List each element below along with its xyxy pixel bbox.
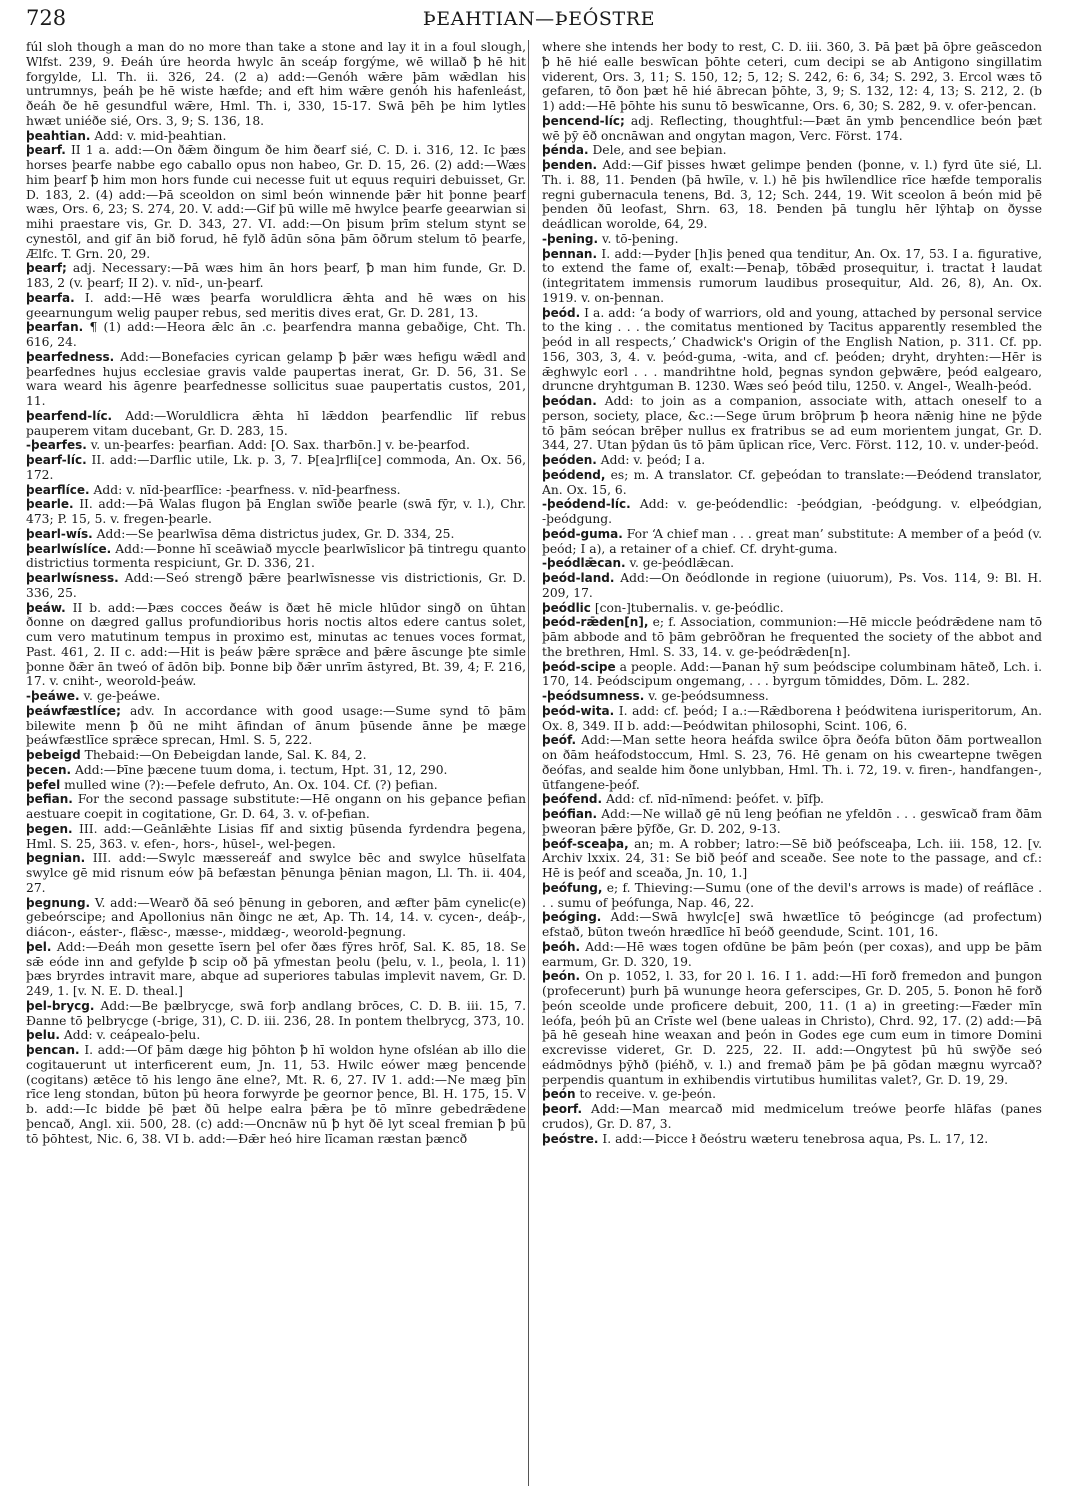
dictionary-entry: [26, 527, 526, 542]
dictionary-entry: [542, 571, 1042, 601]
entry-body: Add:—On ðeódlonde in regione (uiuorum), Ps. Vos. 114, 9: Bl. H. 209, 17.: [542, 571, 1042, 600]
dictionary-entry: [26, 320, 526, 350]
entry-headword: þénda.: [542, 143, 589, 158]
left-column: [26, 40, 526, 1490]
dictionary-entry: [26, 999, 526, 1029]
entry-headword: þeóstre.: [542, 1131, 599, 1146]
entry-body: Add:—Woruldlicra ǣhta hī lǣddon þearfendlic līf rebus pauperem vitam ducebant, Gr. D. 283, 15.: [26, 408, 526, 438]
dictionary-entry: [26, 822, 526, 852]
dictionary-entry: [542, 394, 1042, 453]
entry-body: On p. 1052, l. 33, for 20 l. 16. I 1. add:—Hī forð fremedon and þungon (profecerunt) þurh þā wununge heora geferscipes, Gr. D. 205, 5. Þonon hē forð þeón sceolde unde proficere debuit, 200, 11. (1 a) in greeting:—Fæder mīn leófa, þeóh þū an Crīste wel (bene ualeas in Christo), Chrd. 92, 17. (2) add:—Þā þā hē geseah hine weaxan and þeón in Godes ege cum eum in timore Domini excrevisse videret, Gr. D. 225, 22. II. add:—Ongytest þū hū swȳðe seó eádmōdnys þȳhð (þiéhð, v. l.) and fremað þām þe þā gōdan mægnu wyrcað? perpendis quantum in exhibendis virtutibus humilitas valet?, Gr. D. 19, 29.: [542, 969, 1042, 1087]
dictionary-entry: [542, 1087, 1042, 1102]
entry-headword: þeódlic: [542, 600, 591, 615]
dictionary-entry: [542, 660, 1042, 690]
entry-headword: -þening.: [542, 231, 599, 246]
entry-body: Add: cf. nīd-nīmend: þeófet. v. þīfþ.: [605, 792, 824, 807]
entry-body: an; m. A robber; latro:—Sē bið þeófsceaþa, Lch. iii. 158, 12. [v. Archiv lxxix. 24, 31: Se bið þeóf and sceaðe. See note to the passage, and cf.: Hē is þeóf and sceaða, Jn. 10, 1.]: [542, 836, 1042, 880]
entry-headword: -þeódend-líc.: [542, 497, 631, 512]
entry-body: e; f. Thieving:—Sumu (one of the devil's arrows is made) of reáflāce . . . sumu of þeófunga, Nap. 46, 22.: [542, 880, 1042, 910]
dictionary-entry: [542, 232, 1042, 247]
entry-body: Add: v. nīd-þearflīce: -þearfness. v. nīd-þearfness.: [93, 482, 401, 497]
entry-body: II. add:—Þā Walas flugon þā Englan swīðe þearle (swā fȳr, v. l.), Chr. 473; P. 15, 5. v. fregen-þearle.: [26, 497, 526, 526]
dictionary-entry: [26, 748, 526, 763]
entry-body: Add:—Bonefacies cyrican gelamp ꝥ þǣr wæs hefigu wǣdl and þearfednes hujus ecclesiae gravis valde paupertas inerat, Gr. D. 56, 31. Se wara weard his āgenre þearfednesse sollicitus suae paupertatis custos, 201, 11.: [26, 349, 526, 408]
entry-body: to receive. v. ge-þeón.: [579, 1087, 716, 1102]
dictionary-entry: [542, 556, 1042, 571]
entry-headword: þeódan.: [542, 394, 597, 408]
entry-body: ¶ (1) add:—Heora ǣlc ān .c. þearfendra manna gebaðige, Cht. Th. 616, 24.: [26, 320, 526, 349]
entry-headword: þel.: [26, 939, 52, 954]
dictionary-entry: [542, 881, 1042, 911]
entry-body: e; f. Association, communion:—Hē miccle þeódrǣdene nam tō þām abbode and tō þām gebrōðran he frequented the society of the abbot and the brethren, Hml. S. 33, 14. v. ge-þeódrǣden[n].: [542, 615, 1042, 659]
dictionary-entry: [542, 527, 1042, 557]
dictionary-entry: [542, 940, 1042, 970]
entry-headword: þeorf.: [542, 1102, 583, 1116]
dictionary-entry: [26, 689, 526, 704]
entry-headword: þearlwíslíce.: [26, 541, 112, 556]
entry-body: II b. add:—Þæs cocces ðeáw is ðæt hē micle hlūdor singð on ūhtan ðonne on dægred gallus profundioribus horis noctis altos edere cantus solet, cum vero matutinum tempus in proximo est, minutas ac tenues voces format, Past. 461, 2. II c. add:—Hit is þeáw þǣre sprǣce and þǣre āscunge þte simle þonne ðǣr ān tweó of ādōn biþ. Þonne biþ ðǣr unrīm āstyred, Bt. 39, 4; F. 216, 17. v. cniht-, weorold-þeáw.: [26, 600, 526, 689]
entry-headword: þeáw.: [26, 600, 66, 615]
entry-headword: þearf;: [26, 261, 67, 276]
entry-headword: þeahtian.: [26, 128, 91, 143]
entry-body: III. add:—Swylc mæssereáf and swylce bēc and swylce hūselfata swylce gē mid risnum eów þā befæstan þēnunga þēnian magon, Ll. Th. ii. 404, 27.: [26, 851, 526, 895]
entry-headword: þearflíce.: [26, 482, 90, 497]
entry-body: v. un-þearfes: þearfian. Add: [O. Sax. tharƀōn.] v. be-þearfod.: [90, 438, 470, 453]
entry-headword: þeód-rǣden[n],: [542, 615, 649, 630]
entry-headword: þearfa.: [26, 290, 75, 305]
dictionary-entry: [542, 497, 1042, 527]
entry-headword: -þeódlǣcan.: [542, 556, 626, 571]
entry-body: a people. Add:—Þanan hȳ sum þeódscipe columbinam hāteð, Lch. i. 170, 14. Þeódscipum ongemang, . . . byrgum tōmiddes, Dōm. L. 282.: [542, 659, 1042, 689]
entry-headword: -þeódsumness.: [542, 689, 645, 703]
entry-headword: þeódend,: [542, 467, 606, 482]
dictionary-entry: [26, 851, 526, 895]
dictionary-entry: [26, 763, 526, 778]
entry-body: Add:—Man mearcað mid medmicelum treówe þeorfe hlāfas (panes crudos), Gr. D. 87, 3.: [542, 1102, 1042, 1131]
page-number: 728: [26, 6, 67, 30]
dictionary-entry: [26, 350, 526, 409]
dictionary-entry: [26, 438, 526, 453]
right-column: [542, 40, 1042, 1490]
dictionary-entry: [26, 1028, 526, 1043]
entry-headword: þeófend.: [542, 792, 603, 807]
entry-body: mulled wine (?):—Þefele defruto, An. Ox. 104. Cf. (?) þefian.: [64, 777, 438, 792]
dictionary-entry: [26, 571, 526, 601]
dictionary-entry: [542, 306, 1042, 395]
dictionary-entry: [542, 453, 1042, 468]
entry-body: Add: v. mid-þeahtian.: [94, 128, 227, 143]
entry-body: v. tō-þening.: [601, 231, 679, 246]
entry-body: Add: v. þeód; I a.: [600, 453, 706, 467]
dictionary-entry: [542, 969, 1042, 1087]
entry-body: Add:—Gif þisses hwæt gelimpe þenden (þonne, v. l.) fyrd ūte sié, Ll. Th. i. 88, 11. Þenden (þā hwīle, v. l.) hē þis hwīlendlice rīce hæfde temporalis regni gubernacula tenens, Bd. 3, 12; Sch. 244, 19. Wit sceolon ā beón mid þē þenden ðū leofast, Shrn. 63, 18. Þenden þā tunglu hēr lȳhtaþ on ðysse deádlican worolde, 64, 29.: [542, 158, 1042, 231]
entry-body: Add:—Ðeáh mon gesette īsern þel ofer ðæs fȳres hrōf, Sal. K. 85, 18. Se sǣ eóde inn and gefylde ꝥ scip oð þā yfmestan þeolu (þelu, v. l., þeola, l. 11) þæs bryrdes intravit mare, abque ad superiores tabulas implevit navem, Gr. D. 249, 1. [v. N. E. D. theal.]: [26, 939, 526, 998]
entry-body: es; m. A translator. Cf. geþeódan to translate:—Ðeódend translator, An. Ox. 15, 6.: [542, 467, 1042, 497]
entry-headword: þearle.: [26, 497, 74, 512]
entry-body: Add: v. ceápealo-þelu.: [63, 1028, 201, 1043]
entry-body: Add:—Þonne hī sceāwiað myccle þearlwīslicor þā tintregu quanto districtius tormenta respiciunt, Gr. D. 336, 21.: [26, 541, 526, 571]
entry-body: Add:—Ne willað gē nū leng þeófian ne yfeldōn . . . geswīcað fram ðām þweoran þǣre þȳfðe, Gr. D. 202, 9-13.: [542, 807, 1042, 836]
entry-headword: þeáwfæstlíce;: [26, 703, 121, 718]
dictionary-entry: [26, 453, 526, 483]
dictionary-entry: [542, 1132, 1042, 1147]
entry-headword: þegen.: [26, 821, 73, 836]
entry-headword: þearlwísness.: [26, 571, 119, 585]
entry-headword: þeóden.: [542, 453, 597, 467]
entry-body: II. add:—Darflic utile, Lk. p. 3, 7. Þ[ea]rfli[ce] commoda, An. Ox. 56, 172.: [26, 453, 526, 482]
entry-headword: þeóf.: [542, 733, 577, 748]
entry-body: Add:—Se þearlwīsa dēma districtus judex, Gr. D. 334, 25.: [96, 526, 455, 541]
dictionary-entry: [542, 615, 1042, 659]
entry-headword: þearfend-líc.: [26, 408, 113, 423]
dictionary-entry: [542, 807, 1042, 837]
dictionary-entry: [542, 837, 1042, 881]
entry-body: Add: to join as a companion, associate with, attach oneself to a person, society, place, &c.:—Sege ūrum brōþrum ꝥ heora nǣnig hine ne þȳde tō þām seócan brēþer nullus ex fratribus se ad eum morientem jungat, Gr. D. 344, 27. Utan þȳdan ūs tō þām ūplican rīce, Verc. Först. 112, 10. v. under-þeód.: [542, 394, 1042, 453]
entry-headword: þel-brycg.: [26, 998, 95, 1013]
dictionary-entry: [26, 940, 526, 999]
entry-body: Add:—Hē wæs togen ofdūne be þām þeón (per coxas), and upp be þām earmum, Gr. D. 320, 19.: [542, 939, 1042, 969]
entry-headword: þeód-scipe: [542, 659, 616, 674]
entry-body: Thebaid:—On Ðebeigdan lande, Sal. K. 84, 2.: [84, 748, 367, 762]
dictionary-entry: [542, 247, 1042, 306]
entry-body: V. add:—Wearð ðā seó þēnung in geboren, and æfter þām cynelic(e) gebeórscipe; and Apollonius nān ðingc ne æt, Ap. Th. 14, 14. v. cycen-, deáþ-, diácon-, eáster-, flǣsc-, mæsse-, middæg-, weorold-þegnung.: [26, 895, 526, 939]
dictionary-entry: [542, 143, 1042, 158]
entry-headword: þearl-wís.: [26, 526, 93, 541]
entry-body: v. ge-þeódsumness.: [648, 689, 769, 703]
entry-headword: þenden.: [542, 158, 598, 172]
entry-headword: þeóging.: [542, 910, 602, 925]
entry-headword: þencan.: [26, 1043, 80, 1057]
entry-headword: þefel: [26, 777, 61, 792]
entry-body: Add:—Swā hwylc[e] swā hwætlīce tō þeógincge (ad profectum) efstað, būton tweón hrædlīce hī beóð geendude, Scint. 101, 16.: [542, 910, 1042, 939]
entry-headword: þeón.: [542, 969, 581, 984]
entry-body: Add: v. ge-þeódendlic: -þeódgian, -þeódgung. v. elþeódgian, -þeódgung.: [542, 497, 1042, 526]
dictionary-entry: [26, 261, 526, 291]
entry-headword: þegnian.: [26, 851, 86, 866]
dictionary-entry: [26, 497, 526, 527]
entry-body: Add:—Man sette heora heáfda swilce ōþra ðeófa būton ðām portweallon on ðām heáfodstoccum, Hml. S. 23, 76. Hē genam on his cweartерne twēgen ðeófas, and sealde him ðone unlybban, Hml. Th. i. 72, 19. v. firen-, handfangen-, ūtfangene-þeóf.: [542, 733, 1042, 792]
dictionary-entry: [26, 409, 526, 439]
dictionary-entry: [26, 704, 526, 748]
entry-headword: þeóf-sceaþa,: [542, 836, 629, 851]
entry-headword: -þearfes.: [26, 438, 87, 453]
entry-body: I. add:—Of þām dæge hig þōhton ꝥ hī woldon hyne ofsléan ab illo die cogitauerunt ut interficerent eum, Jn. 11, 53. Hwilc eówer mæg þencende (cogitans) ætēce tō his lengo āne elne?, Mt. R. 6, 27. IV 1. add:—Ne mæg þīn rīce leng stondan, būton þū heora forwyrde þe geornor þence, Bl. H. 175, 15. V b. add:—Ic bidde þē þæt ðū helpe ealra þǣra þe tō mīnre gebedrǣdene þencað, Angl. xii. 500, 28. (c) add:—Oncnāw nū ꝥ hyt ðē lyt sceal fremian ꝥ þū tō þōhtest, Nic. 6, 38. VI b. add:—Ðǣr heó hire līcaman ræstan þæncð: [26, 1043, 526, 1146]
entry-headword: þecen.: [26, 762, 72, 777]
entry-headword: þearfan.: [26, 320, 84, 335]
entry-body: Dele, and see beþian.: [592, 143, 727, 158]
dictionary-entry: [542, 158, 1042, 232]
dictionary-entry: [26, 483, 526, 498]
dictionary-entry: [542, 601, 1042, 616]
dictionary-entry: [26, 778, 526, 793]
entry-body: [con-]tubernalis. v. ge-þeódlic.: [594, 600, 784, 615]
dictionary-entry: [26, 542, 526, 572]
dictionary-entry: [542, 40, 1042, 114]
entry-headword: þearf-líc.: [26, 453, 87, 467]
entry-body: I. add:—Þyder [h]is þened qua tenditur, An. Ox. 17, 53. I a. figurative, to extend the fame of, exalt:—Þenaþ, tōbǣd prosequitur, i. tractat ł laudat (integritatem immensis rumorum laudibus prosequitur, Ald. 26, 8), An. Ox. 1919. v. on-þennan.: [542, 246, 1042, 305]
entry-body: fúl sloh though a man do no more than take a stone and lay it in a foul slough, Wlfst. 239, 9. Ðeáh úre heorda hwylc ān sceáp forgýme, wē willað ꝥ hē hit forgylde, Ll. Th. ii. 326, 24. (2 a) add:—Genóh wǣre þām wǣdlan his untrumnys, þeáh þe hē wiste hæfde; and eft him wǣre genóh his hafenleást, ðeáh ðe hē gesundful wǣre, Hml. Th. i, 330, 15-17. Swā þēh þe him lytles hwæt uniéðe sié, Ors. 3, 9; S. 136, 18.: [26, 40, 526, 128]
entry-headword: þeód-wita.: [542, 703, 615, 718]
entry-body: v. ge-þeáwe.: [83, 689, 161, 703]
entry-headword: þencend-líc;: [542, 113, 625, 128]
entry-body: where she intends her body to rest, C. D. iii. 360, 3. Þā þæt þā ōþre geāscedon ꝥ hē hié ealle beswīcan þōhte ceteri, cum decipi se ab Antigono singillatim viderent, Ors. 3, 11; S. 150, 12; 5, 12; S. 242, 6: 6, 34; S. 292, 3. Ercol wæs tō gefaren, tō ðon þæt hē hié ābrecan þōhte, 3, 9; S. 132, 12: 4, 13; S. 212, 2. (b 1) add:—Hē þōhte his sunu tō beswīcanne, Ors. 6, 30; S. 282, 9. v. ofer-þencan.: [542, 40, 1042, 113]
dictionary-entry: [542, 689, 1042, 704]
dictionary-entry: [26, 1043, 526, 1146]
entry-headword: -þeáwe.: [26, 689, 80, 703]
entry-body: adj. Necessary:—Þā wæs him ān hors þearf, ꝥ man him funde, Gr. D. 183, 2 (v. þearf; II 2). v. nīd-, un-þearf.: [26, 261, 526, 290]
dictionary-entry: [542, 704, 1042, 734]
entry-body: Add:—Þīne þæcene tuum doma, i. tectum, Hpt. 31, 12, 290.: [75, 762, 448, 777]
entry-headword: þeód-guma.: [542, 526, 623, 541]
dictionary-entry: [542, 733, 1042, 792]
entry-headword: þegnung.: [26, 895, 91, 910]
entry-headword: þebeigd: [26, 748, 81, 762]
entry-body: I. add:—Þicce ł ðeóstru wæteru tenebrosa aqua, Ps. L. 17, 12.: [602, 1131, 989, 1146]
dictionary-entry: [542, 468, 1042, 498]
dictionary-entry: [542, 792, 1042, 807]
entry-body: For the second passage substitute:—Hē ongann on his geþance þefian aestuare coepit in cogitatione, Gr. D. 64, 3. v. of-þefian.: [26, 792, 526, 821]
entry-headword: þeód.: [542, 305, 581, 320]
entry-headword: þefian.: [26, 792, 73, 807]
entry-body: I. add:—Hē wæs þearfa woruldlicra ǣhta and hē wæs on his geearnungum welig pauper rebus, sed meritis dives erat, Gr. D. 281, 13.: [26, 290, 526, 320]
entry-body: I a. add: ‘a body of warriors, old and young, attached by personal service to the king . . . the comitatus mentioned by Tacitus apparently resembled the þeód in all respects,’ Chadwick's Origin of the English Nation, p. 311. Cf. pp. 156, 303, 3, 4. v. þeód-guma, -wita, and cf. þeóden; dryht, dryhten:—Hēr is ǣghwylc eorl . . . mandrihtne hold, þegnas syndon geþwǣre, þeód ealgearo, druncne dryhtguman B. 1230. Wæs seó þeód tilu, 1250. v. Angel-, Wealh-þeód.: [542, 305, 1042, 394]
dictionary-entry: [26, 792, 526, 822]
column-divider: [528, 40, 529, 1486]
entry-body: adj. Reflecting, thoughtful:—Þæt ān ymb þencendlice beón þæt wē þȳ ēð oncnāwan and ongytan magon, Verc. Först. 174.: [542, 113, 1042, 143]
entry-headword: þeón: [542, 1087, 576, 1102]
dictionary-entry: [26, 896, 526, 940]
entry-headword: þeófung,: [542, 880, 603, 895]
dictionary-entry: [542, 114, 1042, 144]
entry-body: Add:—Seó strengð þǣre þearlwīsnesse vis districtionis, Gr. D. 336, 25.: [26, 571, 526, 600]
entry-headword: þeófian.: [542, 807, 598, 821]
entry-body: v. ge-þeódlǣcan.: [629, 556, 735, 571]
dictionary-entry: [26, 601, 526, 690]
entry-body: Add:—Be þælbrycge, swā forþ andlang brōces, C. D. B. iii. 15, 7. Ðanne tō þelbrycge (-brige, 31), C. D. iii. 236, 28. In pontem thelbrycg, 373, 10.: [26, 998, 526, 1028]
entry-body: III. add:—Geānlǣhte Lisias fīf and sixtig þūsenda fyrdendra þegena, Hml. S. 25, 363. v. efen-, hors-, hūsel-, wel-þegen.: [26, 821, 526, 851]
entry-headword: þearfedness.: [26, 349, 115, 364]
entry-body: For ‘A chief man . . . great man’ substitute: A member of a þeód (v. þeód; I a), a retainer of a chief. Cf. dryht-guma.: [542, 526, 1042, 556]
dictionary-entry: [26, 129, 526, 144]
dictionary-entry: [26, 143, 526, 261]
dictionary-entry: [26, 40, 526, 129]
entry-body: adv. In accordance with good usage:—Sume synd tō þām bilewite menn ꝥ ðū ne miht āfindan of ānum þūsende ānne þe mæge þeáwfæstlīce sprǣce sprecan, Hml. S. 5, 222.: [26, 703, 526, 748]
entry-body: II 1 a. add:—On ðǣm ðingum ðe him ðearf sié, C. D. i. 316, 12. Ic þæs horses þearfe nabbe ego caballo opus non habeo, Gr. D. 15, 26. (2) add:—Wæs him þearf ꝥ him mon hors funde cui necesse fuit ut equus requiri debuisset, Gr. D. 183, 2. (4) add:—Þā sceoldon on siml beón winnende þǣr hit þonne þearf wæs, Ors. 6, 23; S. 274, 20. V. add:—Gif þū wille mē hwylce þearfe geearwian si mihi praestare vis, Gr. D. 343, 27. VI. add:—On þisum þrīm stelum stynt se cynestōl, and gif ān bið forud, hē fylð ādūn sōna þām ōðrum stelum tō þearfe, Ælfc. T. Grn. 20, 29.: [26, 143, 526, 261]
entry-headword: þennan.: [542, 246, 598, 261]
entry-body: I. add: cf. þeód; I a.:—Rǣdborena ł þeódwitena iurisperitorum, An. Ox. 8, 349. II b. add:—Þeódwitan philosophi, Scint. 106, 6.: [542, 703, 1042, 733]
running-head: ÞEAHTIAN—ÞEÓSTRE: [422, 8, 656, 30]
dictionary-entry: [542, 910, 1042, 940]
entry-headword: þeód-land.: [542, 571, 615, 585]
page-header: [26, 4, 1052, 34]
entry-headword: þelu.: [26, 1028, 60, 1043]
entry-headword: þeóh.: [542, 939, 581, 954]
entry-headword: þearf.: [26, 143, 66, 158]
dictionary-entry: [542, 1102, 1042, 1132]
dictionary-entry: [26, 291, 526, 321]
